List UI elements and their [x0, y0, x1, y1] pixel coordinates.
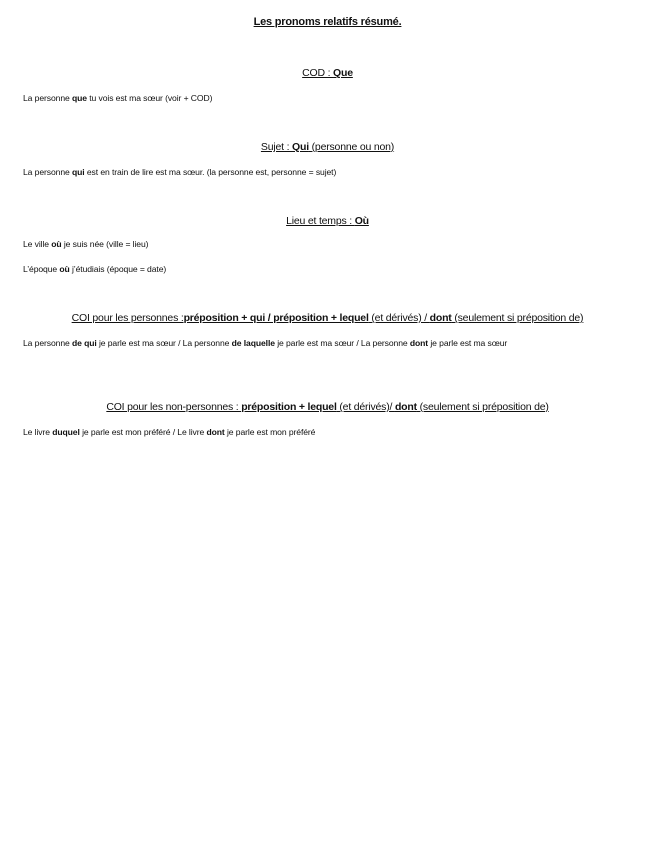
text-run: je parle est mon préféré — [224, 427, 316, 437]
text-run: COI pour les personnes : — [71, 312, 184, 324]
text-run: Sujet : — [260, 141, 293, 153]
text-run: je suis née (ville = lieu) — [61, 239, 149, 249]
bold-text-run: dont — [206, 427, 225, 437]
text-run: COD : — [302, 67, 334, 79]
document-title: Les pronoms relatifs résumé. — [253, 16, 402, 28]
bold-text-run: qui — [71, 167, 85, 177]
text-run: La personne — [23, 167, 72, 177]
paragraph-lieu-example — [23, 237, 623, 251]
bold-text-run: dont — [429, 312, 452, 324]
text-run: (seulement si préposition de) — [416, 401, 549, 413]
text-run: Le ville — [23, 239, 52, 249]
section-heading-sujet — [0, 141, 655, 153]
text-run: (et dérivés) / — [368, 312, 430, 324]
text-run: Le livre — [23, 427, 53, 437]
text-run: je parle est ma sœur — [428, 338, 508, 348]
paragraph-coi-non-personnes-example — [23, 425, 623, 439]
bold-text-run: de laquelle — [231, 338, 275, 348]
section-heading-lieu-temps — [0, 215, 655, 227]
text-run: (et dérivés)/ — [336, 401, 395, 413]
bold-text-run: dont — [394, 401, 417, 413]
paragraph-coi-personnes-example — [23, 336, 613, 350]
text-run: tu vois est ma sœur (voir + COD) — [86, 93, 213, 103]
bold-text-run: où — [59, 264, 70, 274]
text-run: COI pour les non-personnes : — [106, 401, 242, 413]
paragraph-temps-example — [23, 262, 623, 276]
section-heading-coi-personnes — [0, 312, 655, 324]
bold-text-run: Que — [333, 67, 353, 79]
text-run: La personne — [23, 338, 72, 348]
bold-text-run: de qui — [71, 338, 97, 348]
text-run: je parle est mon préféré / Le livre — [79, 427, 207, 437]
text-run: (personne ou non) — [308, 141, 395, 153]
text-run: je parle est ma sœur / La personne — [96, 338, 232, 348]
bold-text-run: préposition + qui / préposition + lequel — [183, 312, 369, 324]
text-run: (seulement si préposition de) — [451, 312, 584, 324]
text-run: La personne — [23, 93, 72, 103]
section-heading-cod — [0, 67, 655, 79]
text-run: L’époque — [23, 264, 60, 274]
paragraph-sujet-example — [23, 165, 623, 179]
bold-text-run: Où — [354, 215, 369, 227]
text-run: je parle est ma sœur / La personne — [274, 338, 410, 348]
bold-text-run: que — [71, 93, 87, 103]
bold-text-run: où — [51, 239, 62, 249]
text-run: est en train de lire est ma sœur. (la personne est, personne = sujet) — [84, 167, 337, 177]
section-heading-coi-non-personnes — [0, 401, 655, 413]
bold-text-run: duquel — [52, 427, 80, 437]
bold-text-run: préposition + lequel — [241, 401, 337, 413]
bold-text-run: dont — [409, 338, 429, 348]
text-run: j’étudiais (époque = date) — [69, 264, 167, 274]
bold-text-run: Qui — [292, 141, 309, 153]
text-run: Lieu et temps : — [286, 215, 355, 227]
paragraph-cod-example — [23, 91, 623, 105]
